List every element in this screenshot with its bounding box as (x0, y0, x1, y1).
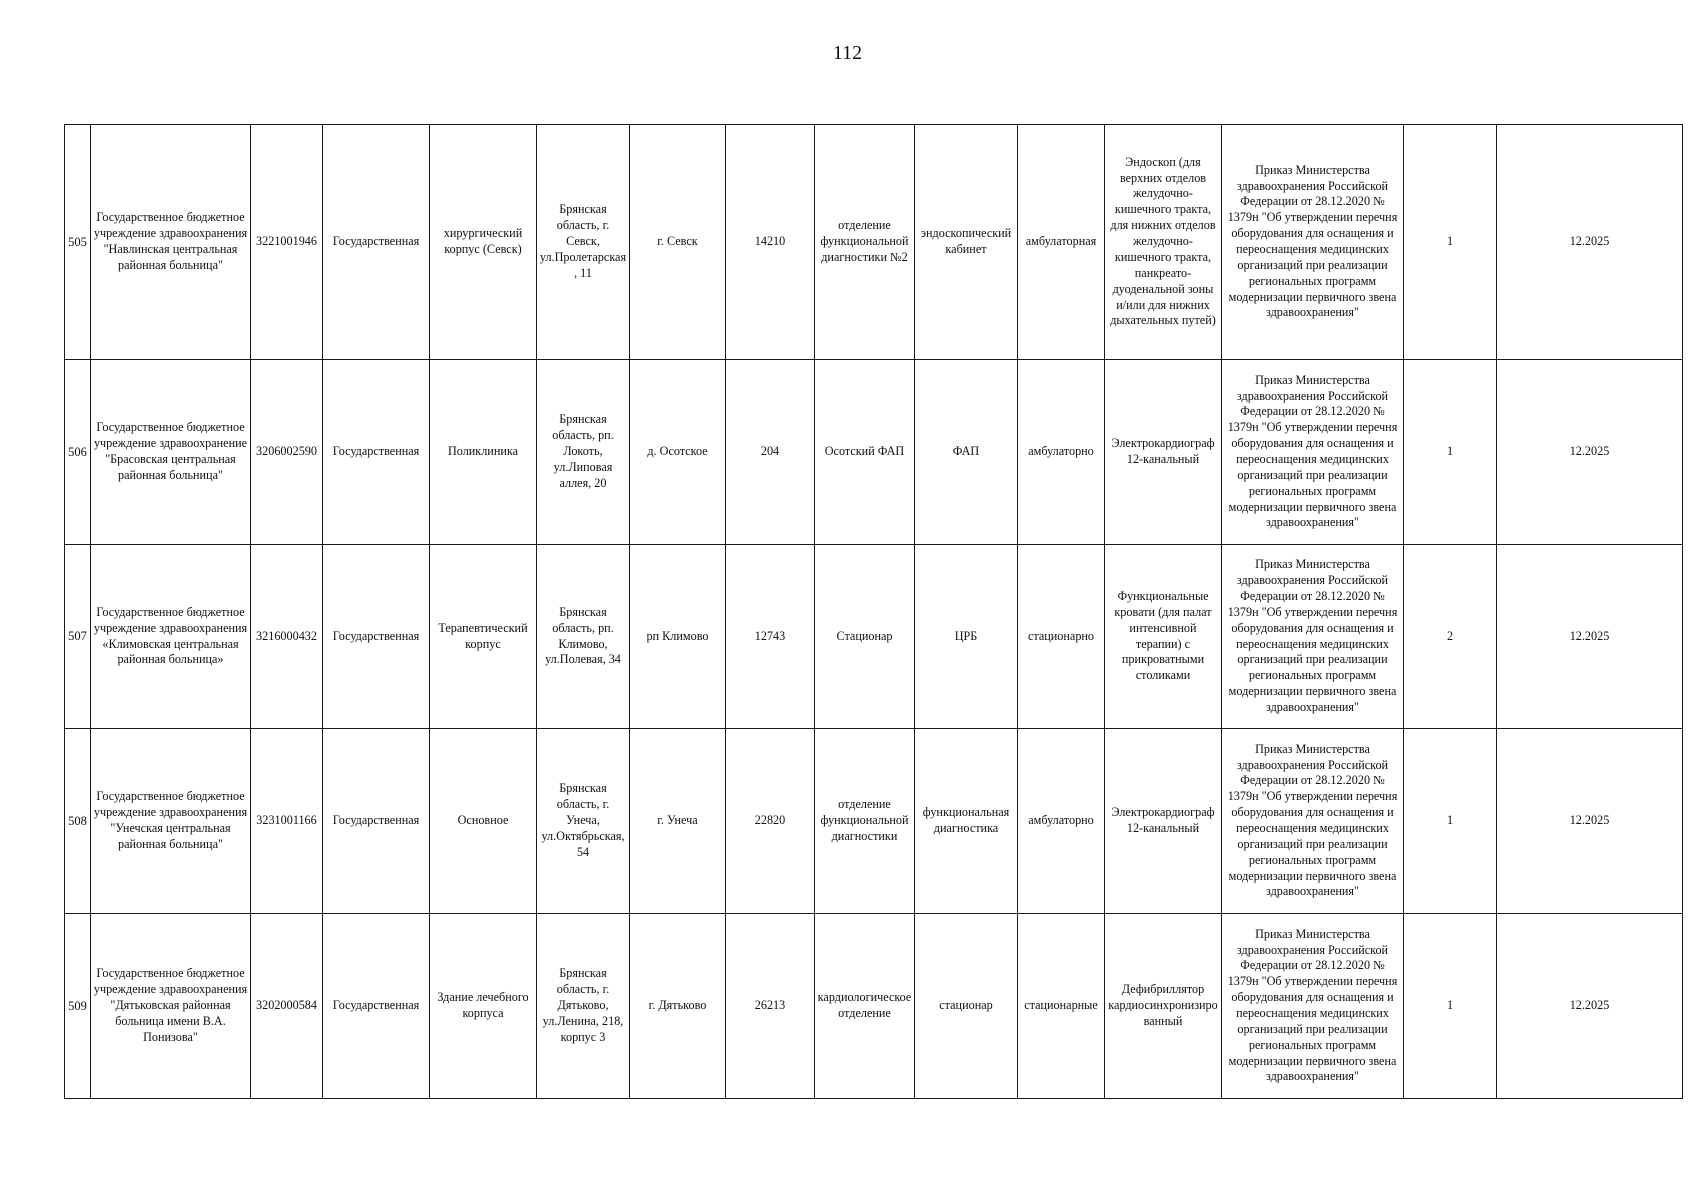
building-address: Брянская область, рп. Климово, ул.Полевая, 34 (537, 545, 630, 729)
ownership-form: Государственная (323, 125, 430, 360)
table-row (65, 729, 1683, 914)
quantity: 1 (1404, 125, 1497, 360)
equipment-name: Функциональные кровати (для палат интенсивной терапии) с прикроватными столиками (1105, 545, 1222, 729)
care-type: стационарные (1018, 914, 1105, 1099)
row-number: 505 (65, 125, 91, 360)
settlement: г. Унеча (630, 729, 726, 914)
building-name: Терапевтический корпус (430, 545, 537, 729)
building-name: Здание лечебного корпуса (430, 914, 537, 1099)
department: отделение функциональной диагностики (815, 729, 915, 914)
building-address: Брянская область, г. Дятьково, ул.Ленина, 218, корпус 3 (537, 914, 630, 1099)
ownership-form: Государственная (323, 729, 430, 914)
organization-name: Государственное бюджетное учреждение здравоохранение "Брасовская центральная районная больница" (91, 360, 251, 545)
department: кардиологическое отделение (815, 914, 915, 1099)
care-type: амбулаторная (1018, 125, 1105, 360)
ownership-form: Государственная (323, 545, 430, 729)
inn: 3206002590 (251, 360, 323, 545)
table-row (65, 545, 1683, 729)
building-name: Основное (430, 729, 537, 914)
population-code: 22820 (726, 729, 815, 914)
settlement: г. Севск (630, 125, 726, 360)
ownership-form: Государственная (323, 914, 430, 1099)
building-name: Поликлиника (430, 360, 537, 545)
quantity: 1 (1404, 914, 1497, 1099)
organization-name: Государственное бюджетное учреждение здравоохранения "Унечская центральная районная больница" (91, 729, 251, 914)
population-code: 14210 (726, 125, 815, 360)
legal-basis: Приказ Министерства здравоохранения Российской Федерации от 28.12.2020 № 1379н "Об утверждении перечня оборудования для оснащения и переоснащения медицинских организаций при реализации региональных программ модернизации первичного звена здравоохранения" (1222, 729, 1404, 914)
inn: 3221001946 (251, 125, 323, 360)
ownership-form: Государственная (323, 360, 430, 545)
department: Осотский ФАП (815, 360, 915, 545)
quantity: 1 (1404, 360, 1497, 545)
row-number: 507 (65, 545, 91, 729)
population-code: 12743 (726, 545, 815, 729)
row-number: 508 (65, 729, 91, 914)
settlement: рп Климово (630, 545, 726, 729)
population-code: 26213 (726, 914, 815, 1099)
equipment-registry-table (64, 124, 1683, 1099)
table-row (65, 125, 1683, 360)
department: отделение функциональной диагностики №2 (815, 125, 915, 360)
unit: функциональная диагностика (915, 729, 1018, 914)
building-address: Брянская область, рп. Локоть, ул.Липовая аллея, 20 (537, 360, 630, 545)
department: Стационар (815, 545, 915, 729)
equipment-name: Дефибриллятор кардиосинхронизированный (1105, 914, 1222, 1099)
inn: 3202000584 (251, 914, 323, 1099)
population-code: 204 (726, 360, 815, 545)
settlement: г. Дятьково (630, 914, 726, 1099)
legal-basis: Приказ Министерства здравоохранения Российской Федерации от 28.12.2020 № 1379н "Об утверждении перечня оборудования для оснащения и переоснащения медицинских организаций при реализации региональных программ модернизации первичного звена здравоохранения" (1222, 545, 1404, 729)
care-type: стационарно (1018, 545, 1105, 729)
delivery-date: 12.2025 (1497, 125, 1683, 360)
organization-name: Государственное бюджетное учреждение здравоохранения «Климовская центральная районная больница» (91, 545, 251, 729)
equipment-name: Электрокардиограф 12-канальный (1105, 729, 1222, 914)
care-type: амбулаторно (1018, 729, 1105, 914)
row-number: 506 (65, 360, 91, 545)
quantity: 1 (1404, 729, 1497, 914)
page-number: 112 (832, 42, 863, 64)
delivery-date: 12.2025 (1497, 729, 1683, 914)
inn: 3216000432 (251, 545, 323, 729)
settlement: д. Осотское (630, 360, 726, 545)
legal-basis: Приказ Министерства здравоохранения Российской Федерации от 28.12.2020 № 1379н "Об утверждении перечня оборудования для оснащения и переоснащения медицинских организаций при реализации региональных программ модернизации первичного звена здравоохранения" (1222, 360, 1404, 545)
building-address: Брянская область, г. Унеча, ул.Октябрьская, 54 (537, 729, 630, 914)
building-address: Брянская область, г. Севск, ул.Пролетарская, 11 (537, 125, 630, 360)
delivery-date: 12.2025 (1497, 914, 1683, 1099)
unit: стационар (915, 914, 1018, 1099)
legal-basis: Приказ Министерства здравоохранения Российской Федерации от 28.12.2020 № 1379н "Об утверждении перечня оборудования для оснащения и переоснащения медицинских организаций при реализации региональных программ модернизации первичного звена здравоохранения" (1222, 914, 1404, 1099)
equipment-name: Эндоскоп (для верхних отделов желудочно-кишечного тракта, для нижних отделов желудочно-кишечного тракта, панкреато-дуоденальной зоны и/или для нижних дыхательных путей) (1105, 125, 1222, 360)
quantity: 2 (1404, 545, 1497, 729)
organization-name: Государственное бюджетное учреждение здравоохранения "Дятьковская районная больница имени В.А. Понизова" (91, 914, 251, 1099)
inn: 3231001166 (251, 729, 323, 914)
unit: ЦРБ (915, 545, 1018, 729)
legal-basis: Приказ Министерства здравоохранения Российской Федерации от 28.12.2020 № 1379н "Об утверждении перечня оборудования для оснащения и переоснащения медицинских организаций при реализации региональных программ модернизации первичного звена здравоохранения" (1222, 125, 1404, 360)
delivery-date: 12.2025 (1497, 360, 1683, 545)
building-name: хирургический корпус (Севск) (430, 125, 537, 360)
organization-name: Государственное бюджетное учреждение здравоохранения "Навлинская центральная районная больница" (91, 125, 251, 360)
delivery-date: 12.2025 (1497, 545, 1683, 729)
row-number: 509 (65, 914, 91, 1099)
unit: ФАП (915, 360, 1018, 545)
table-row (65, 914, 1683, 1099)
table-row (65, 360, 1683, 545)
equipment-name: Электрокардиограф 12-канальный (1105, 360, 1222, 545)
care-type: амбулаторно (1018, 360, 1105, 545)
unit: эндоскопический кабинет (915, 125, 1018, 360)
